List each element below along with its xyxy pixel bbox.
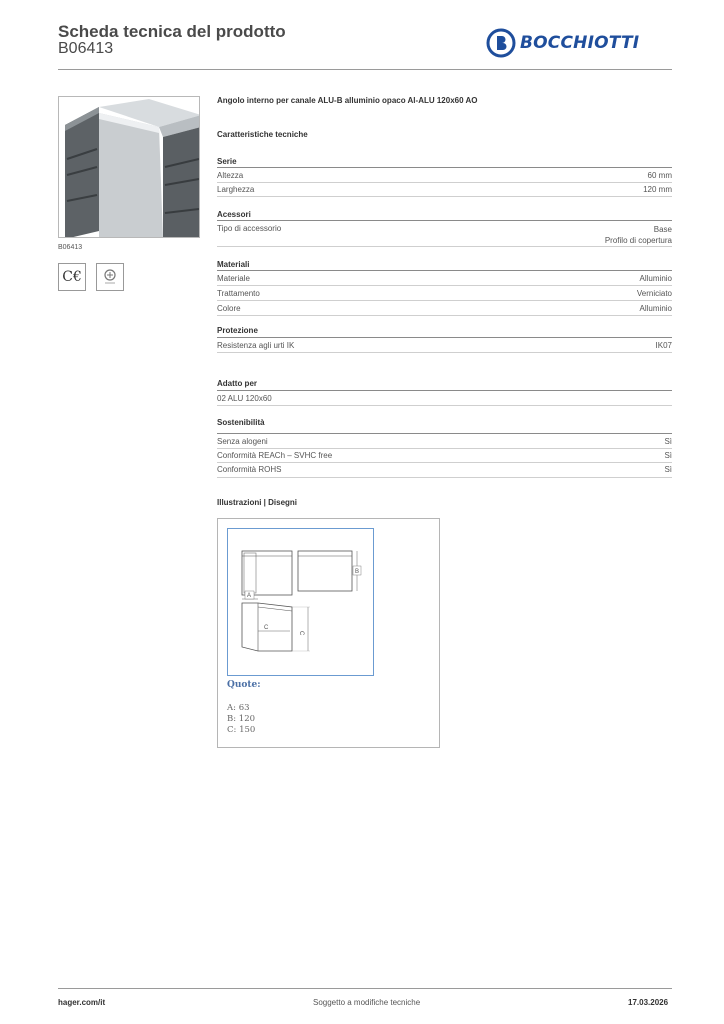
spec-label: Materiale xyxy=(217,274,250,283)
brand-name: BOCCHIOTTI xyxy=(520,33,640,53)
spec-row xyxy=(217,286,672,298)
spec-value: Verniciato xyxy=(636,289,672,298)
spec-label: Altezza xyxy=(217,171,244,180)
dimension-label-c-vertical: C xyxy=(298,631,304,636)
drawing-canvas xyxy=(227,528,374,676)
illustrations-heading: Illustrazioni | Disegni xyxy=(217,498,298,507)
image-caption: B06413 xyxy=(58,244,83,251)
footer-website-link[interactable]: hager.com/it xyxy=(58,998,106,1007)
quote-line: C: 150 xyxy=(227,725,256,735)
section-materiali-title: Materiali xyxy=(217,260,250,269)
spec-row xyxy=(217,448,672,460)
footer-disclaimer: Soggetto a modifiche tecniche xyxy=(313,998,421,1007)
halogen-free-icon xyxy=(96,263,124,291)
row-divider xyxy=(217,196,672,197)
spec-label: Colore xyxy=(217,304,241,313)
quotes-title: Quote: xyxy=(227,680,261,690)
row-divider xyxy=(217,315,672,316)
row-divider xyxy=(217,352,672,353)
spec-label: Tipo di accessorio xyxy=(217,224,282,233)
spec-value: Sì xyxy=(664,451,672,460)
spec-row xyxy=(217,221,672,246)
spec-value xyxy=(605,224,672,246)
spec-label: Conformità ROHS xyxy=(217,465,282,474)
corner-duct-illustration xyxy=(59,97,200,238)
header-divider xyxy=(58,69,672,70)
spec-label: Trattamento xyxy=(217,289,260,298)
spec-value: Sì xyxy=(664,437,672,446)
dimension-label-a: A xyxy=(247,593,252,599)
section-sostenibilita-title: Sostenibilità xyxy=(217,418,265,427)
bocchiotti-logo-icon xyxy=(486,28,516,58)
row-divider xyxy=(217,405,672,406)
spec-label: Conformità REACh – SVHC free xyxy=(217,451,333,460)
spec-row xyxy=(217,301,672,313)
section-accessori-title: Acessori xyxy=(217,210,251,219)
spec-value-line: Base xyxy=(653,225,672,234)
spec-value: 120 mm xyxy=(643,185,672,194)
product-name: Angolo interno per canale ALU-B alluminio opaco Al-ALU 120x60 AO xyxy=(217,96,478,105)
spec-row xyxy=(217,182,672,194)
spec-row xyxy=(217,338,672,350)
spec-row xyxy=(217,462,672,474)
ce-mark-icon: C€ xyxy=(58,263,86,291)
section-protezione-title: Protezione xyxy=(217,326,258,335)
spec-label: 02 ALU 120x60 xyxy=(217,394,272,403)
quote-line: A: 63 xyxy=(227,703,250,713)
section-serie-title: Serie xyxy=(217,157,237,166)
spec-label: Senza alogeni xyxy=(217,437,268,446)
spec-row xyxy=(217,391,672,403)
dimension-label-b: B xyxy=(355,569,360,575)
technical-drawing xyxy=(217,518,440,748)
quote-line: B: 120 xyxy=(227,714,256,724)
spec-label: Resistenza agli urti IK xyxy=(217,341,295,350)
spec-value: Alluminio xyxy=(639,274,672,283)
row-divider xyxy=(217,477,672,478)
footer-divider xyxy=(58,988,672,989)
spec-value-line: Profilo di copertura xyxy=(604,236,672,245)
spec-row xyxy=(217,168,672,180)
spec-row xyxy=(217,434,672,446)
spec-value: Sì xyxy=(664,465,672,474)
row-divider xyxy=(217,246,672,247)
spec-label: Larghezza xyxy=(217,185,255,194)
product-code: B06413 xyxy=(58,40,114,57)
product-image xyxy=(58,96,200,238)
dimension-label-c-horizontal: C xyxy=(264,625,269,631)
spec-value: 60 mm xyxy=(647,171,672,180)
page-title: Scheda tecnica del prodotto xyxy=(58,22,286,41)
spec-row xyxy=(217,271,672,283)
tech-characteristics-heading: Caratteristiche tecniche xyxy=(217,130,308,139)
spec-value: IK07 xyxy=(655,341,672,350)
brand-logo xyxy=(486,28,639,58)
spec-value: Alluminio xyxy=(639,304,672,313)
footer-date: 17.03.2026 xyxy=(628,998,669,1007)
section-adatto-title: Adatto per xyxy=(217,379,257,388)
